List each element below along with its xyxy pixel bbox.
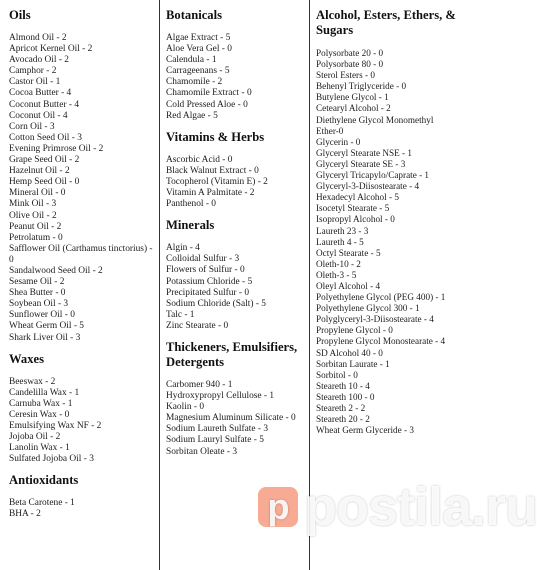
- ingredient-item: Coconut Oil - 4: [9, 110, 68, 121]
- ingredient-item: Cetearyl Alcohol - 2: [316, 103, 391, 114]
- section: [9, 352, 159, 466]
- ingredient-item: Candelilla Wax - 1: [9, 387, 80, 398]
- ingredient-item: Glyceryl Stearate SE - 3: [316, 158, 406, 169]
- ingredient-item: Sandalwood Seed Oil - 2: [9, 265, 103, 276]
- section: [166, 8, 309, 122]
- ingredient-item: Beta Carotene - 1: [9, 498, 75, 509]
- section: [166, 218, 309, 332]
- ingredient-item: Oleth-3 - 5: [316, 269, 357, 280]
- ingredient-item: Polyethylene Glycol (PEG 400) - 1: [316, 292, 446, 303]
- ingredient-item: Sorbitan Laurate - 1: [316, 358, 390, 369]
- section-heading: Botanicals: [166, 8, 222, 22]
- ingredient-item: Wheat Germ Oil - 5: [9, 321, 84, 332]
- ingredient-item: Isocetyl Stearate - 5: [316, 203, 390, 214]
- ingredient-item: Oleyl Alcohol - 4: [316, 280, 381, 291]
- ingredient-item: Sterol Esters - 0: [316, 70, 375, 81]
- ingredient-item: Mineral Oil - 0: [9, 188, 66, 199]
- section-heading: Minerals: [166, 218, 215, 233]
- section-heading: Antioxidants: [9, 473, 79, 488]
- ingredient-item: Oleth-10 - 2: [316, 258, 361, 269]
- ingredient-item: Shark Liver Oil - 3: [9, 332, 81, 343]
- ingredient-item: Ceresin Wax - 0: [9, 409, 70, 420]
- ingredient-item: Camphor - 2: [9, 66, 57, 77]
- ingredient-item: Sulfated Jojoba Oil - 3: [9, 454, 94, 465]
- ingredient-item: Coconut Butter - 4: [9, 99, 80, 110]
- ingredient-item: Algin - 4: [166, 243, 200, 254]
- ingredient-item: Glyceryl Stearate NSE - 1: [316, 147, 412, 158]
- ingredient-item: Behenyl Triglyceride - 0: [316, 81, 407, 92]
- ingredient-item: Octyl Stearate - 5: [316, 247, 381, 258]
- ingredient-item: Steareth 20 - 2: [316, 414, 370, 425]
- ingredient-item: Magnesium Aluminum Silicate - 0: [166, 413, 296, 424]
- ingredient-item: Shea Butter - 0: [9, 288, 66, 299]
- ingredient-item: Carrageenans - 5: [166, 66, 230, 77]
- ingredient-item: Cotton Seed Oil - 3: [9, 132, 82, 143]
- ingredient-item: Soybean Oil - 3: [9, 299, 69, 310]
- column-1: [4, 0, 160, 570]
- ingredient-item: Cold Pressed Aloe - 0: [166, 99, 248, 110]
- ingredient-item: Vitamin A Palmitate - 2: [166, 188, 255, 199]
- section: [166, 130, 309, 210]
- ingredient-item: Hexadecyl Alcohol - 5: [316, 192, 399, 203]
- ingredient-item: Emulsifying Wax NF - 2: [9, 421, 102, 431]
- ingredient-item: Avocado Oil - 2: [9, 55, 69, 66]
- ingredient-item: Isopropyl Alcohol - 0: [316, 214, 395, 225]
- section: [316, 8, 458, 436]
- ingredient-item: Polysorbate 80 - 0: [316, 59, 384, 70]
- ingredient-item: Glyceryl Tricapylo/Caprate - 1: [316, 170, 430, 181]
- ingredient-item: Sodium Lauryl Sulfate - 5: [166, 435, 264, 446]
- ingredient-item: Hazelnut Oil - 2: [9, 166, 70, 177]
- ingredient-item: SD Alcohol 40 - 0: [316, 347, 383, 358]
- ingredient-item: Safflower Oil (Carthamus tinctorius) - 0: [9, 243, 153, 265]
- ingredient-item: Glycerin - 0: [316, 136, 361, 147]
- ingredient-item: Evening Primrose Oil - 2: [9, 143, 104, 154]
- ingredient-item: Beeswax - 2: [9, 376, 56, 387]
- ingredient-item: Calendula - 1: [166, 55, 217, 66]
- section-heading: Alcohol, Esters, Ethers, & Sugars: [316, 8, 456, 37]
- section-heading: Oils: [9, 8, 31, 22]
- ingredient-item: Peanut Oil - 2: [9, 221, 62, 232]
- ingredient-item: Black Walnut Extract - 0: [166, 165, 259, 176]
- ingredient-item: Tocopherol (Vitamin E) - 2: [166, 176, 268, 187]
- posting-logo-icon: p: [258, 487, 298, 527]
- ingredient-item: Diethylene Glycol Monomethyl Ether-0: [316, 114, 434, 136]
- ingredient-item: Castor Oil - 1: [9, 77, 61, 88]
- ingredient-item: Polysorbate 20 - 0: [316, 48, 384, 58]
- section-heading: Thickeners, Emulsifiers, Detergents: [166, 339, 298, 369]
- ingredient-item: Hydroxypropyl Cellulose - 1: [166, 391, 275, 402]
- section: [166, 340, 309, 458]
- section: [9, 473, 159, 520]
- ingredient-item: Colloidal Sulfur - 3: [166, 254, 240, 265]
- ingredient-item: Flowers of Sulfur - 0: [166, 265, 245, 276]
- ingredient-item: Polyethylene Glycol 300 - 1: [316, 303, 420, 314]
- ingredient-item: Mink Oil - 3: [9, 199, 57, 210]
- ingredient-item: Laureth 4 - 5: [316, 236, 364, 247]
- ingredient-item: Propylene Glycol - 0: [316, 325, 393, 336]
- ingredient-item: Chamomile Extract - 0: [166, 88, 252, 99]
- ingredient-item: BHA - 2: [9, 509, 41, 520]
- column-3: [310, 0, 458, 570]
- ingredient-item: Corn Oil - 3: [9, 121, 55, 132]
- ingredient-item: Steareth 100 - 0: [316, 391, 375, 402]
- ingredient-item: Apricot Kernel Oil - 2: [9, 44, 93, 55]
- ingredient-item: Glyceryl-3-Diisostearate - 4: [316, 181, 420, 192]
- ingredient-item: Ascorbic Acid - 0: [166, 154, 233, 165]
- ingredient-table: [4, 0, 458, 570]
- ingredient-item: Sodium Laureth Sulfate - 3: [166, 424, 269, 435]
- ingredient-item: Potassium Chloride - 5: [166, 276, 253, 287]
- ingredient-item: Jojoba Oil - 2: [9, 432, 61, 443]
- section-heading: Waxes: [9, 351, 44, 366]
- ingredient-item: Steareth 10 - 4: [316, 380, 370, 391]
- ingredient-item: Butylene Glycol - 1: [316, 92, 389, 103]
- ingredient-item: Steareth 2 - 2: [316, 403, 366, 413]
- ingredient-item: Carbomer 940 - 1: [166, 379, 233, 390]
- ingredient-item: Propylene Glycol Monostearate - 4: [316, 336, 446, 347]
- watermark-text: postila.ru: [304, 477, 537, 537]
- ingredient-item: Red Algae - 5: [166, 110, 218, 121]
- ingredient-item: Sorbitan Oleate - 3: [166, 446, 238, 457]
- ingredient-item: Algae Extract - 5: [166, 33, 231, 43]
- ingredient-item: Kaolin - 0: [166, 402, 205, 413]
- ingredient-item: Laureth 23 - 3: [316, 225, 369, 236]
- section: [9, 8, 159, 344]
- ingredient-item: Petrolatum - 0: [9, 232, 63, 243]
- ingredient-item: Lanolin Wax - 1: [9, 443, 70, 454]
- ingredient-item: Chamomile - 2: [166, 77, 223, 88]
- ingredient-item: Carnuba Wax - 1: [9, 398, 73, 409]
- column-2: [160, 0, 310, 570]
- ingredient-item: Wheat Germ Glyceride - 3: [316, 425, 414, 436]
- ingredient-item: Sorbitol - 0: [316, 369, 358, 380]
- ingredient-item: Panthenol - 0: [166, 199, 216, 210]
- ingredient-item: Polyglyceryl-3-Diisostearate - 4: [316, 314, 434, 325]
- ingredient-item: Almond Oil - 2: [9, 33, 67, 43]
- ingredient-item: Precipitated Sulfur - 0: [166, 287, 250, 298]
- ingredient-item: Olive Oil - 2: [9, 210, 57, 221]
- ingredient-item: Zinc Stearate - 0: [166, 320, 229, 331]
- ingredient-item: Hemp Seed Oil - 0: [9, 177, 80, 188]
- ingredient-item: Talc - 1: [166, 309, 195, 320]
- ingredient-item: Cocoa Butter - 4: [9, 88, 72, 99]
- section-heading: Vitamins & Herbs: [166, 129, 265, 144]
- ingredient-item: Sesame Oil - 2: [9, 277, 65, 288]
- ingredient-item: Aloe Vera Gel - 0: [166, 44, 232, 55]
- ingredient-item: Sunflower Oil - 0: [9, 310, 75, 321]
- ingredient-item: Grape Seed Oil - 2: [9, 155, 80, 166]
- ingredient-item: Sodium Chloride (Salt) - 5: [166, 298, 266, 309]
